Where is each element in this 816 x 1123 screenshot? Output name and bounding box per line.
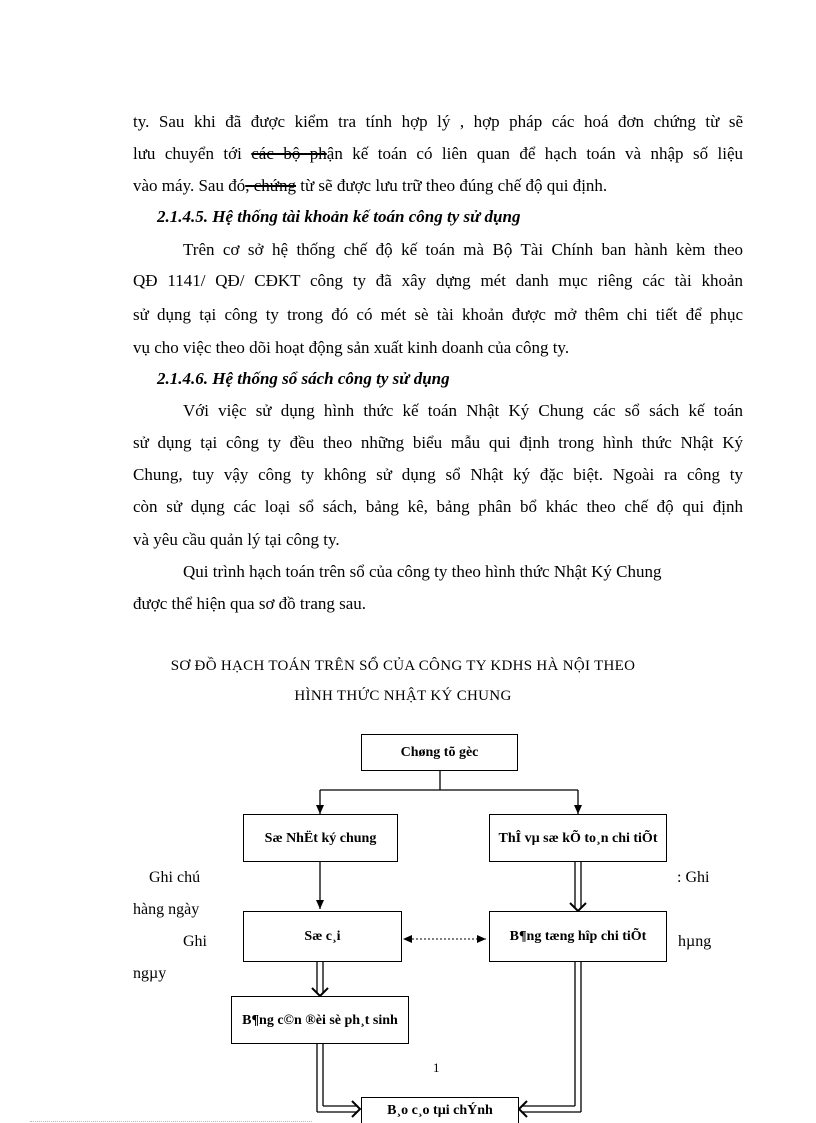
paragraph-3-line-1: Với việc sử dụng hình thức kế toán Nhật Ký Chung các sổ sách kế toán xyxy=(183,401,743,420)
text-run: vào máy. Sau đó xyxy=(133,176,246,195)
section-heading-2-1-4-5: 2.1.4.5. Hệ thống tài khoản kế toán công ty sử dụng xyxy=(157,207,521,226)
paragraph-3-line-5: và yêu cầu quản lý tại công ty. xyxy=(133,530,340,549)
text-run: lưu chuyển tới xyxy=(133,144,252,163)
legend-hang-ngay: hàng ngày xyxy=(133,901,200,918)
arrow-head xyxy=(570,903,586,911)
paragraph-3-line-4: còn sử dụng các loại sổ sách, bảng kê, bảng phân bổ khác theo chế độ qui định xyxy=(133,497,743,516)
legend-ghi: Ghi xyxy=(183,933,207,950)
legend-ngay: ngµy xyxy=(133,965,167,982)
paragraph-2-line-1: Trên cơ sở hệ thống chế độ kế toán mà Bộ Tài Chính ban hành kèm theo xyxy=(183,240,743,259)
box-so-nhat-ky-chung: Sæ NhËt ký chung xyxy=(243,814,398,862)
paragraph-2-line-3: sử dụng tại công ty trong đó có mét sè tài khoản được mở thêm chi tiết để phục xyxy=(133,305,743,324)
page-number: 1 xyxy=(433,1060,440,1075)
struck-text: các bộ ph xyxy=(251,144,327,163)
legend-hung: hµng xyxy=(678,933,712,950)
box-bang-tong-hop-chi-tiet: B¶ng tæng hîp chi tiÕt xyxy=(489,911,667,962)
chart-title-line-1: SƠ ĐỒ HẠCH TOÁN TRÊN SỔ CỦA CÔNG TY KDHS HÀ NỘI THEO xyxy=(170,658,636,674)
paragraph-3-line-2: sử dụng tại công ty đều theo những biểu mẫu qui định trong hình thức Nhật Ký xyxy=(133,433,743,452)
text-run: ận kế toán có liên quan để hạch toán và nhập số liệu xyxy=(326,144,744,163)
box-chung-tu-goc: Chøng tõ gèc xyxy=(361,734,518,771)
arrow-head xyxy=(312,988,328,996)
box-so-cai: Sæ c¸i xyxy=(243,911,402,962)
arrow-head xyxy=(352,1101,360,1117)
paragraph-4-line-1: Qui trình hạch toán trên sổ của công ty theo hình thức Nhật Ký Chung xyxy=(183,562,662,581)
text-run: từ sẽ được lưu trữ theo đúng chế độ qui định. xyxy=(295,176,608,195)
paragraph-2-line-2: QĐ 1141/ QĐ/ CĐKT công ty đã xây dựng mét danh mục riêng các tài khoản xyxy=(133,271,743,290)
paragraph-2-line-4: vụ cho việc theo dõi hoạt động sản xuất kinh doanh của công ty. xyxy=(133,338,570,357)
legend-ghi-right: : Ghi xyxy=(677,869,710,886)
paragraph-4-line-2: được thể hiện qua sơ đồ trang sau. xyxy=(133,594,367,613)
struck-text: , chứng xyxy=(245,176,296,195)
paragraph-1-line-1: ty. Sau khi đã được kiểm tra tính hợp lý , hợp pháp các hoá đơn chứng từ sẽ xyxy=(133,112,743,131)
legend-ghi-chu: Ghi chú xyxy=(149,869,201,886)
footer-divider xyxy=(30,1121,312,1122)
box-bang-can-doi-so-phat-sinh: B¶ng c©n ®èi sè ph¸t sinh xyxy=(231,996,409,1044)
box-bao-cao-tai-chinh: B¸o c¸o tµi chÝnh xyxy=(361,1097,519,1123)
section-heading-2-1-4-6: 2.1.4.6. Hệ thống sổ sách công ty sử dụng xyxy=(157,369,450,388)
arrow-head xyxy=(519,1101,527,1117)
paragraph-3-line-3: Chung, tuy vậy công ty không sử dụng sổ Nhật ký đặc biệt. Ngoài ra công ty xyxy=(133,465,743,484)
box-the-va-so-ke-toan-chi-tiet: ThÎ vµ sæ kÕ to¸n chi tiÕt xyxy=(489,814,667,862)
chart-title-line-2: HÌNH THỨC NHẬT KÝ CHUNG xyxy=(294,688,512,704)
